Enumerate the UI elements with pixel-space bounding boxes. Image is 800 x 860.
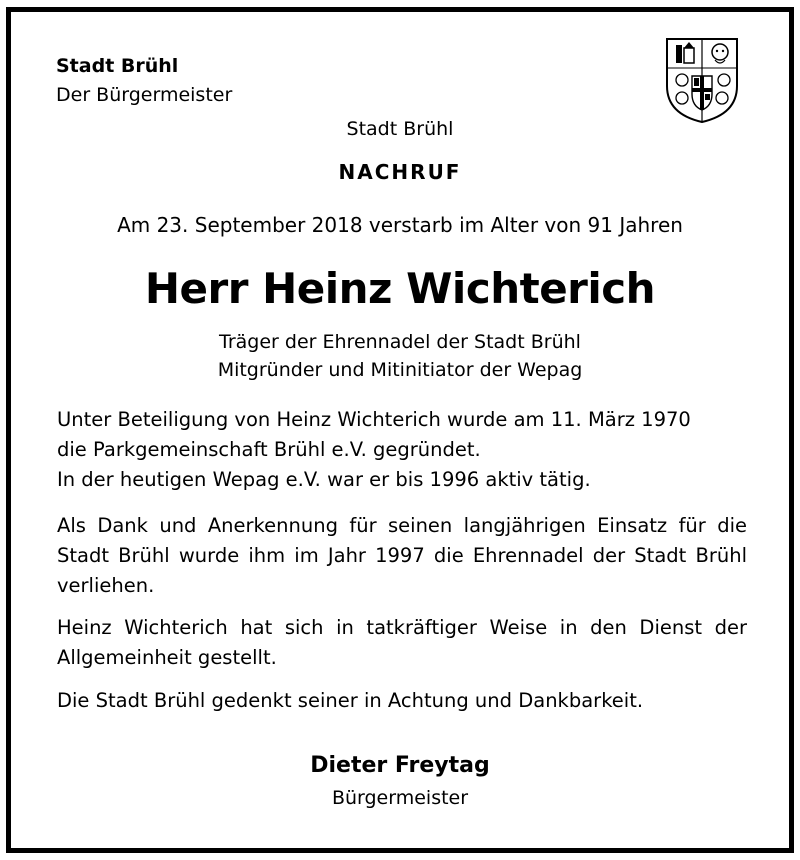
body-paragraph-3: Heinz Wichterich hat sich in tatkräftiger Weise in den Dienst der Allgemeinheit gestellt. [57,616,747,669]
header-subtitle: Der Bürgermeister [56,84,233,106]
honors-block [0,328,800,384]
signature-name: Dieter Freytag [310,753,490,778]
death-announcement: Am 23. September 2018 verstarb im Alter von 91 Jahren [117,213,683,237]
body-paragraph-1 [57,405,747,495]
honor-line: Träger der Ehrennadel der Stadt Brühl [219,331,581,353]
paragraph-line: Unter Beteiligung von Heinz Wichterich wurde am 11. März 1970 [57,408,691,431]
honor-line: Mitgründer und Mitinitiator der Wepag [217,359,583,381]
header-block [56,52,232,110]
signature-role: Bürgermeister [331,787,469,809]
deceased-name: Herr Heinz Wichterich [144,264,656,313]
paragraph-line: die Parkgemeinschaft Brühl e.V. gegründet. [57,438,481,461]
city-label: Stadt Brühl [346,118,454,140]
coat-of-arms-icon [664,36,740,124]
body-paragraph-2: Als Dank und Anerkennung für seinen langjährigen Einsatz für die Stadt Brühl wurde ihm im Jahr 1997 die Ehrennadel der Stadt Brühl verliehen. [57,514,747,597]
notice-title: NACHRUF [338,160,462,184]
header-organization: Stadt Brühl [56,55,179,77]
body-paragraph-4: Die Stadt Brühl gedenkt seiner in Achtung und Dankbarkeit. [57,689,644,712]
paragraph-line: In der heutigen Wepag e.V. war er bis 1996 aktiv tätig. [57,468,591,491]
